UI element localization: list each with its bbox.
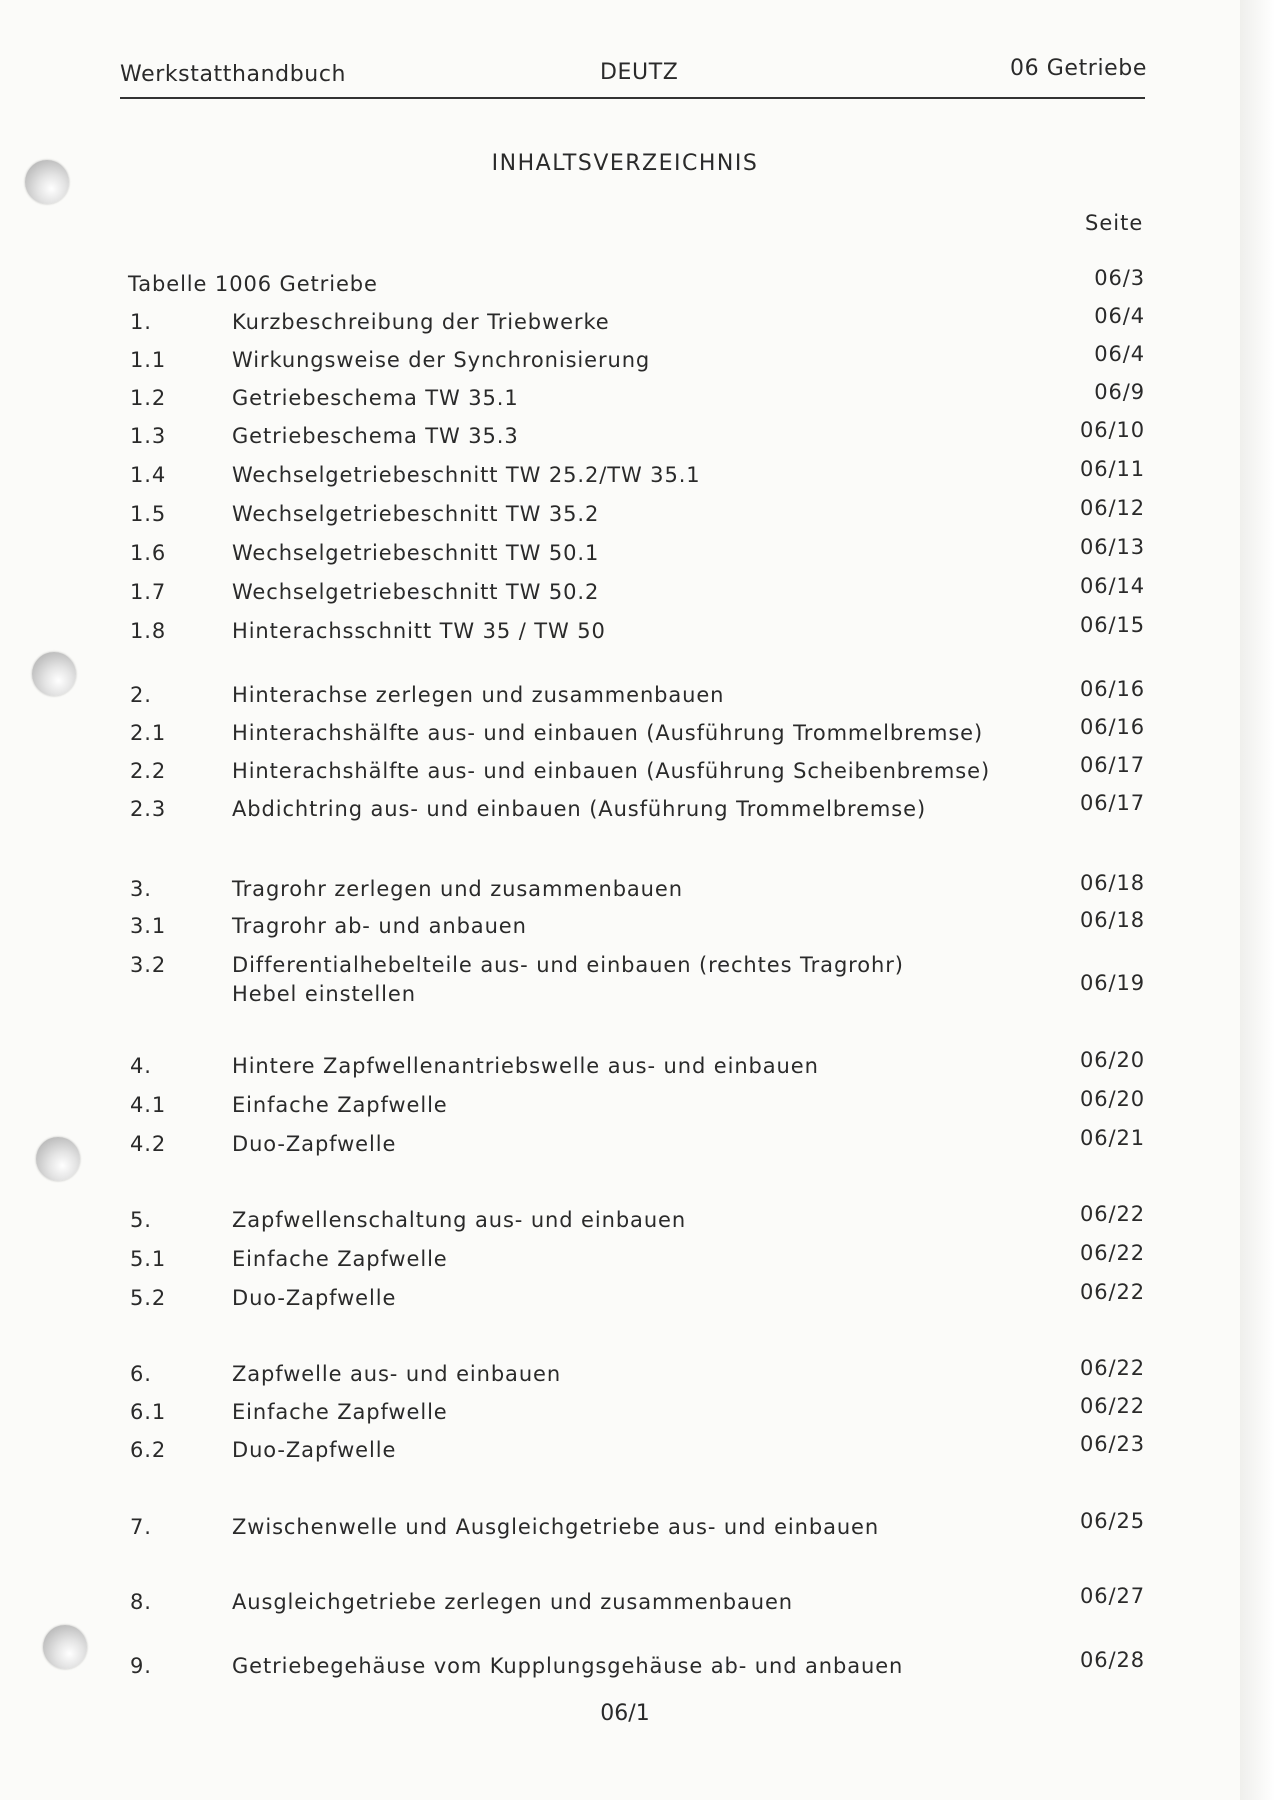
toc-row	[0, 1432, 1240, 1462]
toc-row	[0, 715, 1240, 745]
toc-row	[0, 1048, 1240, 1078]
toc-text: Tragrohr zerlegen und zusammenbauen	[232, 877, 683, 901]
toc-page: 06/28	[1079, 1648, 1145, 1672]
toc-number: 1.5	[130, 502, 167, 526]
toc-number: 1.2	[130, 386, 167, 410]
toc-number: 2.2	[130, 759, 167, 783]
toc-page: 06/20	[1079, 1048, 1145, 1072]
toc-page: 06/22	[1079, 1280, 1145, 1304]
toc-row	[0, 1241, 1240, 1271]
toc-page: 06/11	[1079, 457, 1145, 481]
toc-page: 06/22	[1079, 1241, 1145, 1265]
toc-page: 06/10	[1079, 418, 1145, 442]
toc-page: 06/22	[1079, 1394, 1145, 1418]
toc-number: 1.	[130, 310, 152, 334]
toc-page: 06/12	[1079, 496, 1145, 520]
toc-row	[0, 457, 1240, 487]
toc-page: 06/22	[1079, 1356, 1145, 1380]
toc-text: Duo-Zapfwelle	[232, 1286, 397, 1310]
toc-row	[0, 1648, 1240, 1678]
toc-row	[0, 418, 1240, 448]
toc-text: Wechselgetriebeschnitt TW 50.2	[232, 580, 600, 604]
toc-text: Zapfwelle aus- und einbauen	[232, 1362, 562, 1386]
toc-text: Hinterachshälfte aus- und einbauen (Ausführung Scheibenbremse)	[232, 759, 991, 783]
toc-row	[0, 1202, 1240, 1232]
toc-page: 06/14	[1079, 574, 1145, 598]
toc-page: 06/13	[1079, 535, 1145, 559]
toc-text: Hinterachsschnitt TW 35 / TW 50	[232, 619, 606, 643]
toc-number: 6.2	[130, 1438, 167, 1462]
toc-text: Duo-Zapfwelle	[232, 1132, 397, 1156]
toc-row	[0, 535, 1240, 565]
toc-number: 4.2	[130, 1132, 167, 1156]
header-left: Werkstatthandbuch	[120, 62, 347, 87]
toc-number: 5.	[130, 1208, 152, 1232]
toc-number: 7.	[130, 1515, 152, 1539]
toc-row	[0, 677, 1240, 707]
toc-number: 9.	[130, 1654, 152, 1678]
toc-number: 6.1	[130, 1400, 167, 1424]
toc-number: 5.2	[130, 1286, 167, 1310]
toc-text: Getriebegehäuse vom Kupplungsgehäuse ab- und anbauen	[232, 1654, 904, 1678]
toc-number: 1.6	[130, 541, 167, 565]
page-column-label: Seite	[1085, 211, 1144, 235]
toc-page: 06/25	[1079, 1509, 1145, 1533]
toc-row	[0, 1087, 1240, 1117]
punch-hole-4	[43, 1625, 87, 1669]
toc-text: Getriebeschema TW 35.3	[232, 424, 519, 448]
toc-page: 06/16	[1079, 677, 1145, 701]
toc-page: 06/19	[1079, 971, 1145, 995]
toc-text: Wechselgetriebeschnitt TW 50.1	[232, 541, 600, 565]
toc-row	[0, 1509, 1240, 1539]
toc-number: 2.1	[130, 721, 167, 745]
page-number: 06/1	[600, 1701, 650, 1726]
toc-number: 8.	[130, 1590, 152, 1614]
toc-number: 6.	[130, 1362, 152, 1386]
toc-row	[0, 342, 1240, 372]
toc-text: Zapfwellenschaltung aus- und einbauen	[232, 1208, 687, 1232]
toc-number: 1.7	[130, 580, 167, 604]
toc-number: 3.1	[130, 914, 167, 938]
toc-text-continued: Hebel einstellen	[232, 982, 416, 1006]
toc-row	[0, 574, 1240, 604]
toc-text: Tabelle 1006 Getriebe	[128, 272, 378, 296]
toc-number: 1.8	[130, 619, 167, 643]
punch-hole-2	[32, 652, 76, 696]
toc-page: 06/17	[1079, 753, 1145, 777]
toc-row	[0, 791, 1240, 821]
page-title: INHALTSVERZEICHNIS	[491, 151, 759, 176]
toc-text: Abdichtring aus- und einbauen (Ausführung Trommelbremse)	[232, 797, 927, 821]
toc-row	[0, 908, 1240, 938]
toc-row	[0, 496, 1240, 526]
toc-text: Einfache Zapfwelle	[232, 1247, 448, 1271]
toc-text: Wechselgetriebeschnitt TW 25.2/TW 35.1	[232, 463, 701, 487]
toc-number: 2.3	[130, 797, 167, 821]
toc-row-table	[0, 266, 1240, 296]
toc-text: Hintere Zapfwellenantriebswelle aus- und einbauen	[232, 1054, 819, 1078]
toc-row	[0, 1126, 1240, 1156]
toc-text: Wirkungsweise der Synchronisierung	[232, 348, 651, 372]
toc-page: 06/17	[1079, 791, 1145, 815]
paper-edge	[1240, 0, 1275, 1800]
toc-text: Ausgleichgetriebe zerlegen und zusammenbauen	[232, 1590, 794, 1614]
toc-page: 06/21	[1079, 1126, 1145, 1150]
toc-page: 06/3	[1094, 266, 1145, 290]
toc-number: 1.4	[130, 463, 167, 487]
toc-row	[0, 953, 1240, 1006]
toc-page: 06/4	[1094, 342, 1145, 366]
toc-page: 06/9	[1094, 380, 1145, 404]
punch-hole-3	[36, 1137, 80, 1181]
toc-text: Kurzbeschreibung der Triebwerke	[232, 310, 610, 334]
toc-text: Differentialhebelteile aus- und einbauen (rechtes Tragrohr)	[232, 953, 904, 977]
toc-number: 1.3	[130, 424, 167, 448]
toc-page: 06/22	[1079, 1202, 1145, 1226]
toc-number: 2.	[130, 683, 152, 707]
toc-row	[0, 304, 1240, 334]
toc-text: Duo-Zapfwelle	[232, 1438, 397, 1462]
toc-number: 3.2	[130, 953, 167, 977]
toc-row	[0, 1280, 1240, 1310]
toc-number: 5.1	[130, 1247, 167, 1271]
toc-row	[0, 380, 1240, 410]
toc-number: 3.	[130, 877, 152, 901]
toc-page: 06/4	[1094, 304, 1145, 328]
header-rule	[120, 97, 1145, 99]
toc-page: 06/16	[1079, 715, 1145, 739]
toc-row	[0, 753, 1240, 783]
toc-row	[0, 1394, 1240, 1424]
toc-page: 06/23	[1079, 1432, 1145, 1456]
toc-number: 4.	[130, 1054, 152, 1078]
toc-row	[0, 1356, 1240, 1386]
toc-row	[0, 871, 1240, 901]
toc-page: 06/18	[1079, 871, 1145, 895]
toc-text: Wechselgetriebeschnitt TW 35.2	[232, 502, 600, 526]
toc-text: Tragrohr ab- und anbauen	[232, 914, 527, 938]
toc-page: 06/27	[1079, 1584, 1145, 1608]
toc-text: Einfache Zapfwelle	[232, 1400, 448, 1424]
toc-text: Getriebeschema TW 35.1	[232, 386, 519, 410]
toc-page: 06/20	[1079, 1087, 1145, 1111]
toc-number: 1.1	[130, 348, 167, 372]
toc-text: Hinterachse zerlegen und zusammenbauen	[232, 683, 725, 707]
header-center: DEUTZ	[600, 60, 679, 85]
toc-row	[0, 613, 1240, 643]
toc-number: 4.1	[130, 1093, 167, 1117]
toc-text: Einfache Zapfwelle	[232, 1093, 448, 1117]
toc-text: Zwischenwelle und Ausgleichgetriebe aus- und einbauen	[232, 1515, 880, 1539]
toc-page: 06/18	[1079, 908, 1145, 932]
toc-row	[0, 1584, 1240, 1614]
header-right: 06 Getriebe	[1010, 56, 1147, 81]
toc-page: 06/15	[1079, 613, 1145, 637]
toc-text: Hinterachshälfte aus- und einbauen (Ausführung Trommelbremse)	[232, 721, 984, 745]
